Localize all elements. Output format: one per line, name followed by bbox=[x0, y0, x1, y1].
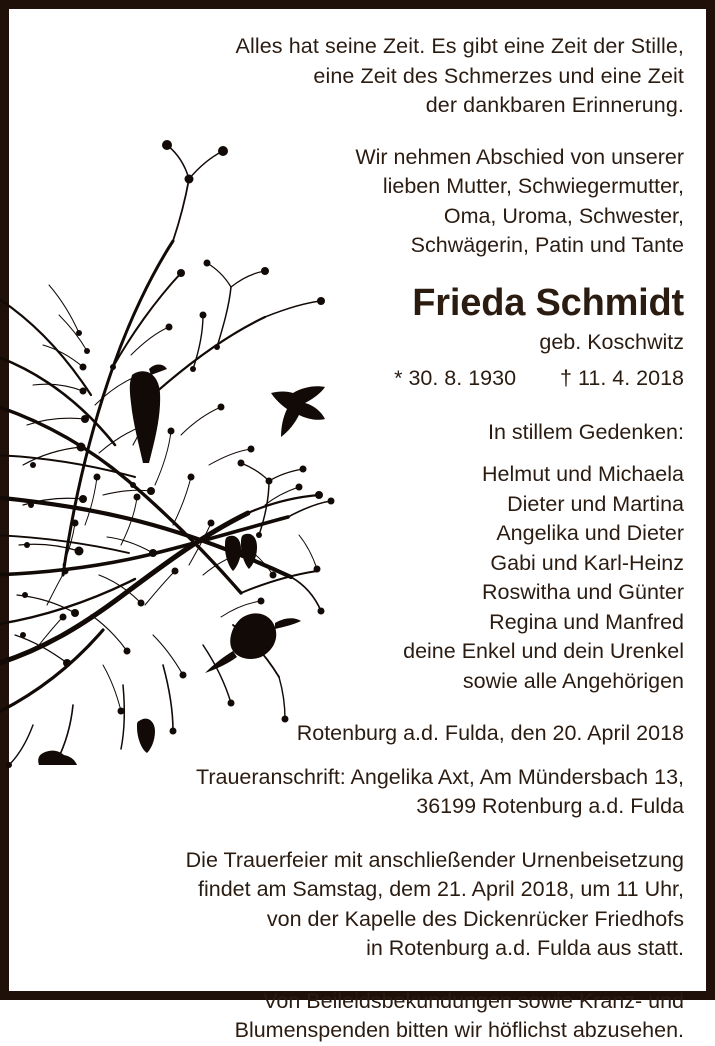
notice-text-column bbox=[29, 9, 684, 1046]
deceased-maiden-name: geb. Koschwitz bbox=[539, 329, 684, 354]
ceremony-details bbox=[29, 846, 684, 964]
birth-date-group bbox=[394, 366, 516, 390]
remembrance-heading: In stillem Gedenken: bbox=[488, 419, 684, 444]
intro-line: Wir nehmen Abschied von unserer bbox=[355, 144, 684, 169]
notice-inner bbox=[9, 9, 706, 1042]
closing-note bbox=[29, 987, 684, 1046]
ceremony-line: findet am Samstag, dem 21. April 2018, um 11 Uhr, bbox=[198, 877, 684, 901]
cross-dagger-icon: † bbox=[560, 365, 573, 390]
closing-line: Von Beileidsbekundungen sowie Kranz- und bbox=[263, 988, 684, 1013]
intro-line: Schwägerin, Patin und Tante bbox=[410, 233, 684, 257]
address-line: 36199 Rotenburg a.d. Fulda bbox=[416, 794, 684, 818]
mourner-entry: Helmut und Michaela bbox=[482, 462, 684, 486]
verse-line: eine Zeit des Schmerzes und eine Zeit bbox=[313, 63, 684, 88]
mourner-entry: deine Enkel und dein Urenkel bbox=[403, 639, 684, 663]
intro-line: Oma, Uroma, Schwester, bbox=[443, 203, 684, 228]
mourner-entry: Roswitha und Günter bbox=[482, 580, 684, 604]
death-date-group bbox=[560, 366, 684, 390]
verse-line: der dankbaren Erinnerung. bbox=[425, 93, 684, 117]
death-date: 11. 4. 2018 bbox=[578, 365, 684, 390]
verse-line: Alles hat seine Zeit. Es gibt eine Zeit der Stille, bbox=[235, 34, 684, 58]
ceremony-line: von der Kapelle des Dickenrücker Friedhofs bbox=[266, 906, 684, 931]
mourner-entry: Regina und Manfred bbox=[489, 609, 684, 634]
place-and-date: Rotenburg a.d. Fulda, den 20. April 2018 bbox=[296, 721, 684, 745]
life-dates bbox=[29, 364, 684, 393]
birth-date: 30. 8. 1930 bbox=[408, 365, 517, 390]
closing-line: Blumenspenden bitten wir höflichst abzusehen. bbox=[234, 1018, 684, 1042]
ceremony-line: in Rotenburg a.d. Fulda aus statt. bbox=[366, 936, 684, 960]
birth-star-icon: * bbox=[394, 365, 403, 390]
address-line: Traueranschrift: Angelika Axt, Am Mündersbach 13, bbox=[196, 764, 684, 789]
introduction-text bbox=[29, 143, 684, 261]
ceremony-line: Die Trauerfeier mit anschließender Urnenbeisetzung bbox=[185, 847, 684, 872]
mourner-entry: Gabi und Karl-Heinz bbox=[490, 550, 684, 575]
intro-line: lieben Mutter, Schwiegermutter, bbox=[382, 174, 684, 198]
opening-verse bbox=[29, 32, 684, 121]
mourner-entry: sowie alle Angehörigen bbox=[462, 668, 684, 693]
mourner-entry: Angelika und Dieter bbox=[496, 521, 684, 545]
deceased-name: Frieda Schmidt bbox=[412, 281, 684, 324]
mourning-address bbox=[29, 763, 684, 822]
mourners-list bbox=[29, 460, 684, 696]
mourner-entry: Dieter und Martina bbox=[507, 491, 684, 516]
